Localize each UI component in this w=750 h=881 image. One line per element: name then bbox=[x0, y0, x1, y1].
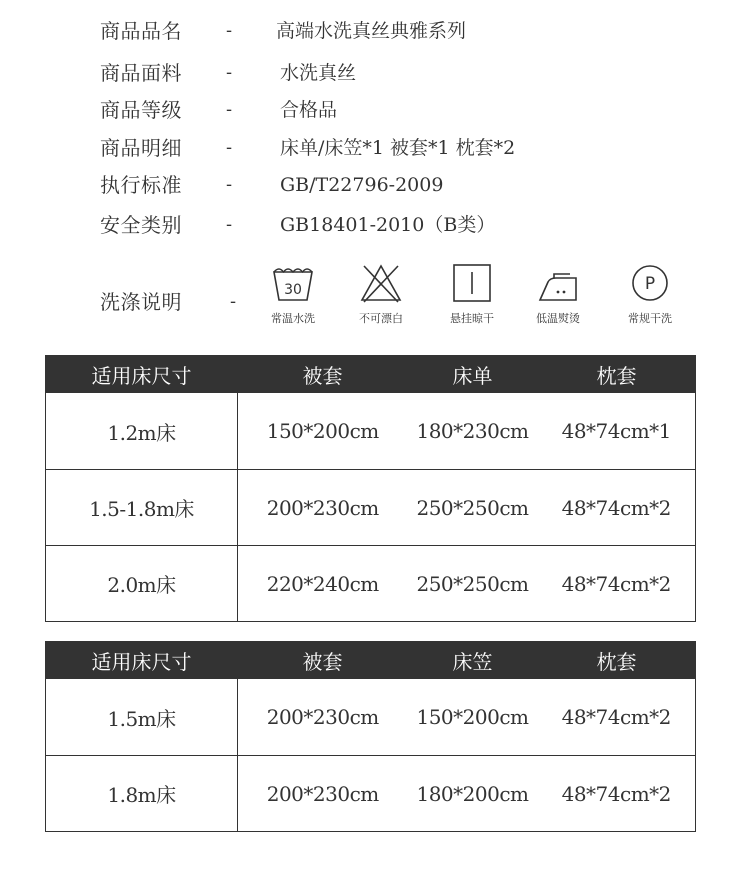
spec-label: 执行标准 bbox=[100, 173, 182, 197]
table-row bbox=[46, 546, 696, 622]
spec-label: 商品等级 bbox=[100, 98, 182, 122]
size-table-sheet bbox=[45, 355, 696, 622]
size-table-fitted bbox=[45, 641, 696, 832]
spec-value: 合格品 bbox=[280, 99, 338, 121]
cell-duvet: 220*240cm bbox=[238, 546, 408, 622]
spec-value: 床单/床笠*1 被套*1 枕套*2 bbox=[280, 137, 516, 159]
cell-duvet: 200*230cm bbox=[238, 756, 408, 832]
spec-row-grade bbox=[0, 92, 750, 128]
care-item bbox=[432, 262, 512, 326]
care-item bbox=[341, 262, 421, 326]
no-bleach-icon bbox=[358, 262, 404, 304]
cell-fitted-sheet: 180*200cm bbox=[408, 756, 538, 832]
wash-temp: 30 bbox=[284, 282, 302, 298]
cell-duvet: 150*200cm bbox=[238, 393, 408, 470]
spec-row-fabric bbox=[0, 55, 750, 91]
cell-fitted-sheet: 150*200cm bbox=[408, 679, 538, 756]
header-fitted-sheet: 床笠 bbox=[408, 642, 538, 679]
table-row bbox=[46, 393, 696, 470]
cell-pillowcase: 48*74cm*2 bbox=[538, 470, 696, 546]
care-instructions bbox=[0, 262, 750, 334]
care-caption: 常温水洗 bbox=[271, 312, 315, 325]
care-item bbox=[610, 262, 690, 326]
cell-duvet: 200*230cm bbox=[238, 470, 408, 546]
spec-dash: - bbox=[230, 291, 237, 312]
spec-label: 商品面料 bbox=[100, 61, 182, 85]
cell-duvet: 200*230cm bbox=[238, 679, 408, 756]
table-row bbox=[46, 679, 696, 756]
table-header-row bbox=[46, 356, 696, 393]
hang-dry-icon bbox=[449, 262, 495, 304]
header-pillowcase: 枕套 bbox=[538, 642, 696, 679]
cell-sheet: 180*230cm bbox=[408, 393, 538, 470]
cell-pillowcase: 48*74cm*1 bbox=[538, 393, 696, 470]
cell-pillowcase: 48*74cm*2 bbox=[538, 546, 696, 622]
care-caption: 常规干洗 bbox=[628, 312, 672, 325]
spec-value: GB/T22796-2009 bbox=[280, 174, 444, 196]
cell-sheet: 250*250cm bbox=[408, 470, 538, 546]
cell-pillowcase: 48*74cm*2 bbox=[538, 679, 696, 756]
spec-label: 商品品名 bbox=[100, 19, 182, 43]
cell-bed-size: 1.2m床 bbox=[46, 393, 238, 470]
dry-clean-letter: P bbox=[644, 274, 656, 294]
spec-label: 安全类别 bbox=[100, 213, 182, 237]
low-iron-icon bbox=[534, 262, 582, 304]
spec-value: GB18401-2010（B类） bbox=[280, 214, 496, 236]
spec-row-standard bbox=[0, 167, 750, 203]
header-pillowcase: 枕套 bbox=[538, 356, 696, 393]
spec-dash: - bbox=[226, 99, 233, 120]
dry-clean-p-icon bbox=[627, 262, 673, 304]
header-bed-size: 适用床尺寸 bbox=[46, 642, 238, 679]
cell-bed-size: 1.8m床 bbox=[46, 756, 238, 832]
care-caption: 悬挂晾干 bbox=[450, 312, 494, 325]
spec-label: 洗涤说明 bbox=[100, 290, 182, 314]
spec-row-safety bbox=[0, 207, 750, 243]
spec-dash: - bbox=[226, 214, 233, 235]
spec-row-detail bbox=[0, 130, 750, 166]
table-header-row bbox=[46, 642, 696, 679]
cell-sheet: 250*250cm bbox=[408, 546, 538, 622]
spec-dash: - bbox=[226, 174, 233, 195]
header-duvet: 被套 bbox=[238, 642, 408, 679]
header-bed-size: 适用床尺寸 bbox=[46, 356, 238, 393]
spec-dash: - bbox=[226, 137, 233, 158]
cell-pillowcase: 48*74cm*2 bbox=[538, 756, 696, 832]
spec-dash: - bbox=[226, 62, 233, 83]
care-item bbox=[253, 262, 333, 326]
wash-30-icon bbox=[270, 262, 316, 304]
cell-bed-size: 1.5-1.8m床 bbox=[46, 470, 238, 546]
spec-value: 水洗真丝 bbox=[280, 62, 357, 84]
care-caption: 不可漂白 bbox=[359, 312, 403, 325]
spec-row-name bbox=[0, 13, 750, 49]
header-sheet: 床单 bbox=[408, 356, 538, 393]
header-duvet: 被套 bbox=[238, 356, 408, 393]
spec-value: 高端水洗真丝典雅系列 bbox=[276, 20, 467, 42]
spec-dash: - bbox=[226, 20, 233, 41]
table-row bbox=[46, 756, 696, 832]
cell-bed-size: 1.5m床 bbox=[46, 679, 238, 756]
care-caption: 低温熨烫 bbox=[536, 312, 580, 325]
spec-label: 商品明细 bbox=[100, 136, 182, 160]
cell-bed-size: 2.0m床 bbox=[46, 546, 238, 622]
table-row bbox=[46, 470, 696, 546]
care-item bbox=[518, 262, 598, 326]
